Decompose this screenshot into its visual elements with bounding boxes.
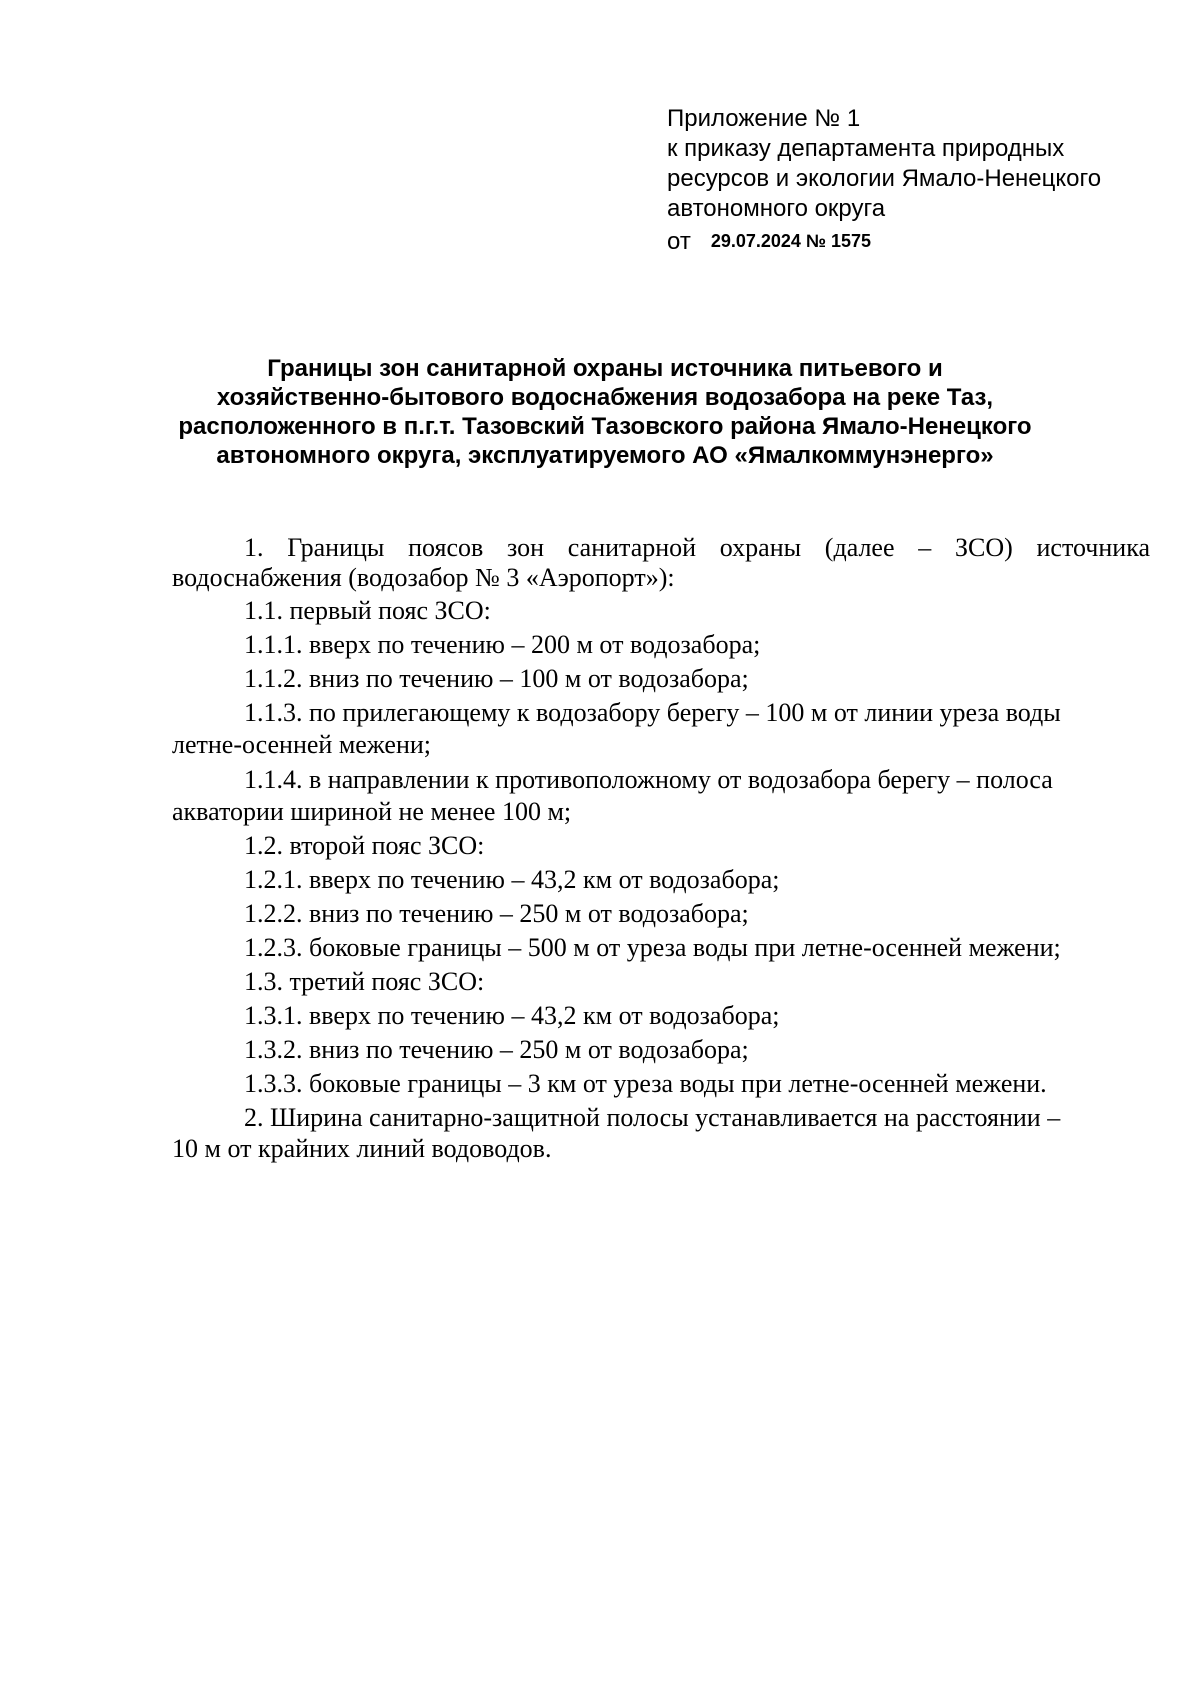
appendix-title: Приложение № 1 <box>667 105 861 132</box>
date-prefix: от <box>667 228 691 255</box>
body-line: 1.2.2. вниз по течению – 250 м от водозабора; <box>244 899 749 928</box>
appendix-order-line-2: ресурсов и экологии Ямало-Ненецкого <box>667 165 1102 192</box>
body-line: 1.3. третий пояс ЗСО: <box>244 967 485 996</box>
title-line: Границы зон санитарной охраны источника питьевого и <box>267 355 943 382</box>
order-date-number: 29.07.2024 № 1575 <box>710 231 872 251</box>
body-line: 1.2.1. вверх по течению – 43,2 км от водозабора; <box>244 865 780 894</box>
title-line: расположенного в п.г.т. Тазовский Тазовского района Ямало-Ненецкого <box>178 413 1032 440</box>
body-line: акватории шириной не менее 100 м; <box>172 797 572 826</box>
appendix-order-line-3: автономного округа <box>667 195 886 222</box>
body-line: 1.1.2. вниз по течению – 100 м от водозабора; <box>244 664 749 693</box>
appendix-order-line-1: к приказу департамента природных <box>667 135 1065 162</box>
body-line: 1.1.3. по прилегающему к водозабору берегу – 100 м от линии уреза воды <box>244 698 1061 727</box>
body-line: летне-осенней межени; <box>172 730 432 759</box>
body-line: 1.3.2. вниз по течению – 250 м от водозабора; <box>244 1035 749 1064</box>
body-line: 1.1. первый пояс ЗСО: <box>244 596 491 625</box>
body-line: водоснабжения (водозабор № 3 «Аэропорт»): <box>172 563 675 592</box>
body-line: 1. Границы поясов зон санитарной охраны (далее – ЗСО) источника <box>244 533 1150 562</box>
body-line: 10 м от крайних линий водоводов. <box>172 1134 552 1163</box>
body-line: 1.1.1. вверх по течению – 200 м от водозабора; <box>244 630 761 659</box>
appendix-date-row <box>667 226 1101 257</box>
body-line: 2. Ширина санитарно-защитной полосы устанавливается на расстоянии – <box>244 1103 1061 1132</box>
document-title <box>150 354 1060 470</box>
body-line: 1.2.3. боковые границы – 500 м от уреза воды при летне-осенней межени; <box>244 933 1061 962</box>
body-line: 1.3.3. боковые границы – 3 км от уреза воды при летне-осенней межени. <box>244 1069 1047 1098</box>
title-line: автономного округа, эксплуатируемого АО «Ямалкоммунэнерго» <box>216 442 994 469</box>
body-line: 1.3.1. вверх по течению – 43,2 км от водозабора; <box>244 1001 780 1030</box>
body-line: 1.2. второй пояс ЗСО: <box>244 831 485 860</box>
appendix-block <box>667 104 1101 257</box>
title-line: хозяйственно-бытового водоснабжения водозабора на реке Таз, <box>216 384 994 411</box>
body-line: 1.1.4. в направлении к противоположному от водозабора берегу – полоса <box>244 765 1053 794</box>
